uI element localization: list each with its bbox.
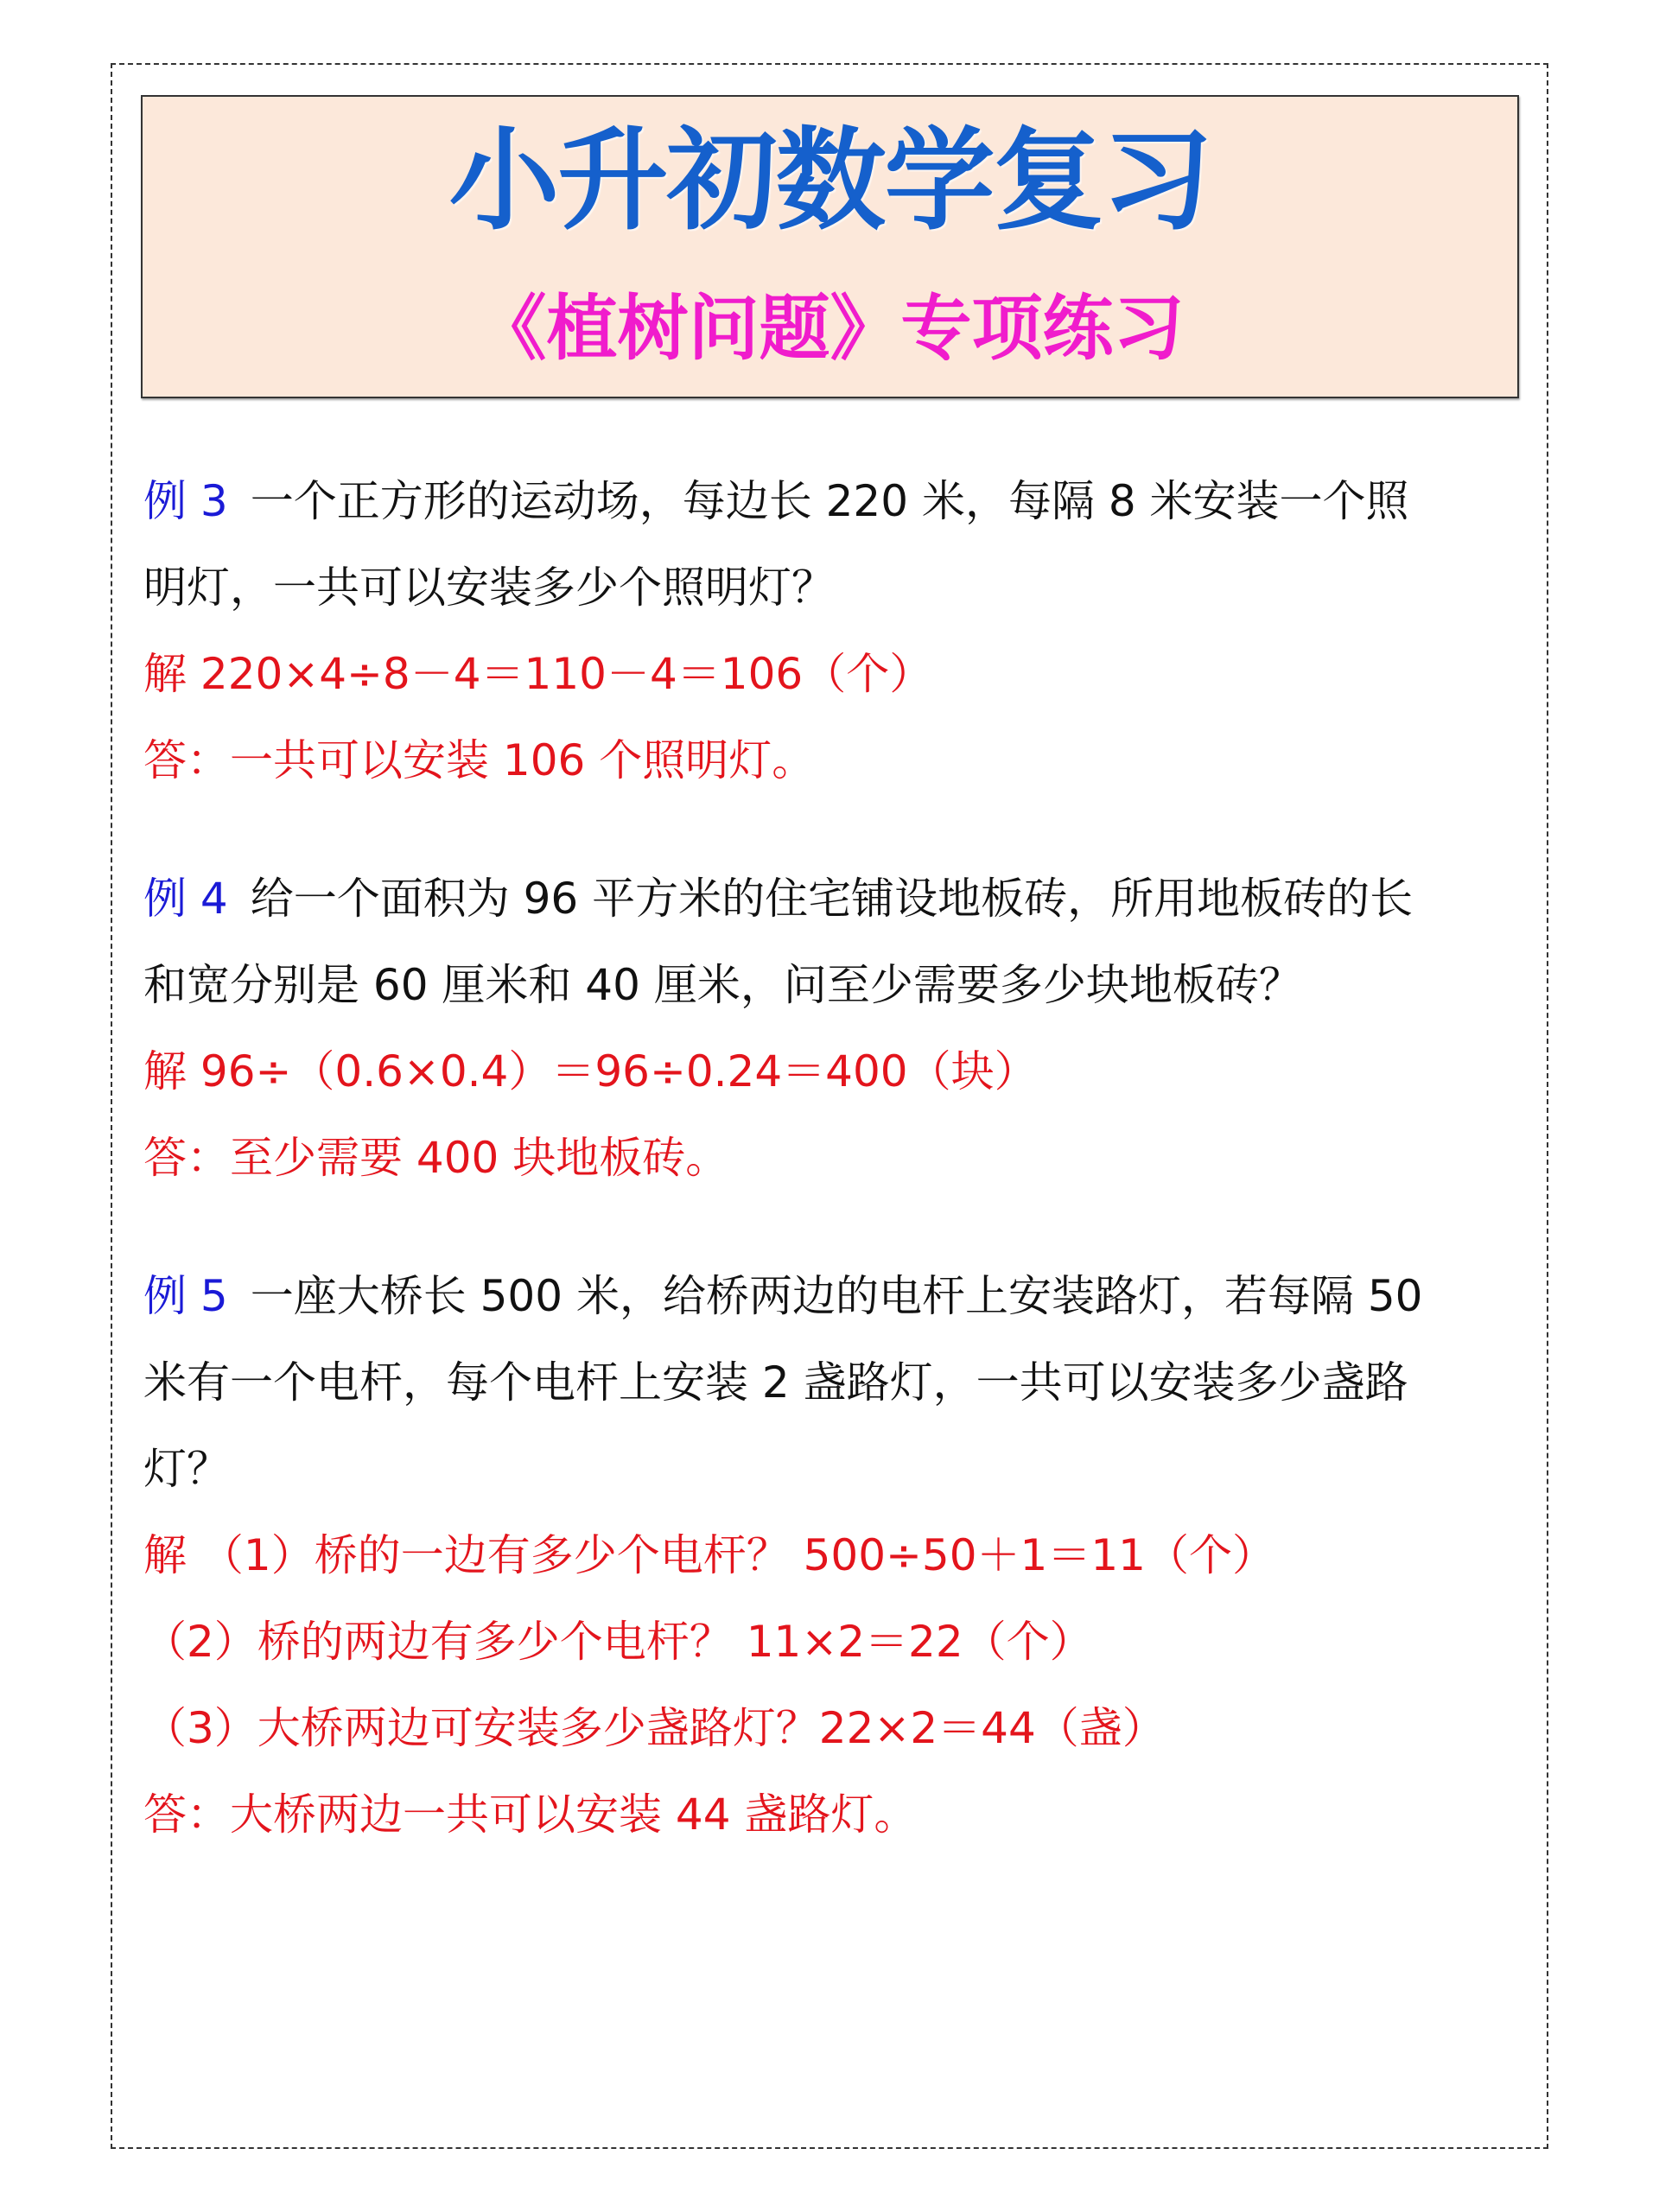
question-line: 明灯，一共可以安装多少个照明灯？ [143,563,835,613]
example-3 [143,458,1543,804]
question-line: 例 5 一座大桥长 500 米，给桥两边的电杆上安装路灯，若每隔 50 [143,1271,1423,1321]
title-banner [141,95,1519,398]
question-line: 例 4 给一个面积为 96 平方米的住宅铺设地板砖，所用地板砖的长 [143,874,1414,924]
content [143,458,1543,1858]
example-label: 例 5 [143,1271,228,1321]
answer-line: 答：至少需要 400 块地板砖。 [143,1133,729,1183]
example-5 [143,1253,1543,1858]
example-label: 例 4 [143,874,228,924]
solution-line: 解 96÷（0.6×0.4）＝96÷0.24＝400（块） [143,1046,1038,1096]
answer-line: 答：大桥两边一共可以安装 44 盏路灯。 [143,1789,918,1840]
example-label: 例 3 [143,476,228,526]
solution-line: 解 220×4÷8－4＝110－4＝106（个） [143,649,933,699]
question-line: 灯？ [143,1444,230,1494]
solution-line: （2）桥的两边有多少个电杆？ 11×2＝22（个） [143,1617,1093,1667]
solution-line: 解 （1）桥的一边有多少个电杆？ 500÷50＋1＝11（个） [143,1530,1275,1580]
question-line: 例 3 一个正方形的运动场，每边长 220 米，每隔 8 米安装一个照 [143,476,1409,526]
question-line: 和宽分别是 60 厘米和 40 厘米，问至少需要多少块地板砖？ [143,960,1302,1010]
question-line: 米有一个电杆，每个电杆上安装 2 盏路灯，一共可以安装多少盏路 [143,1357,1408,1408]
solution-line: （3）大桥两边可安装多少盏路灯？22×2＝44（盏） [143,1703,1166,1753]
answer-line: 答：一共可以安装 106 个照明灯。 [143,735,816,785]
page-title: 小升初数学复习 [448,116,1211,245]
page-subtitle: 《植树问题》专项练习 [475,287,1185,370]
example-4 [143,855,1543,1201]
